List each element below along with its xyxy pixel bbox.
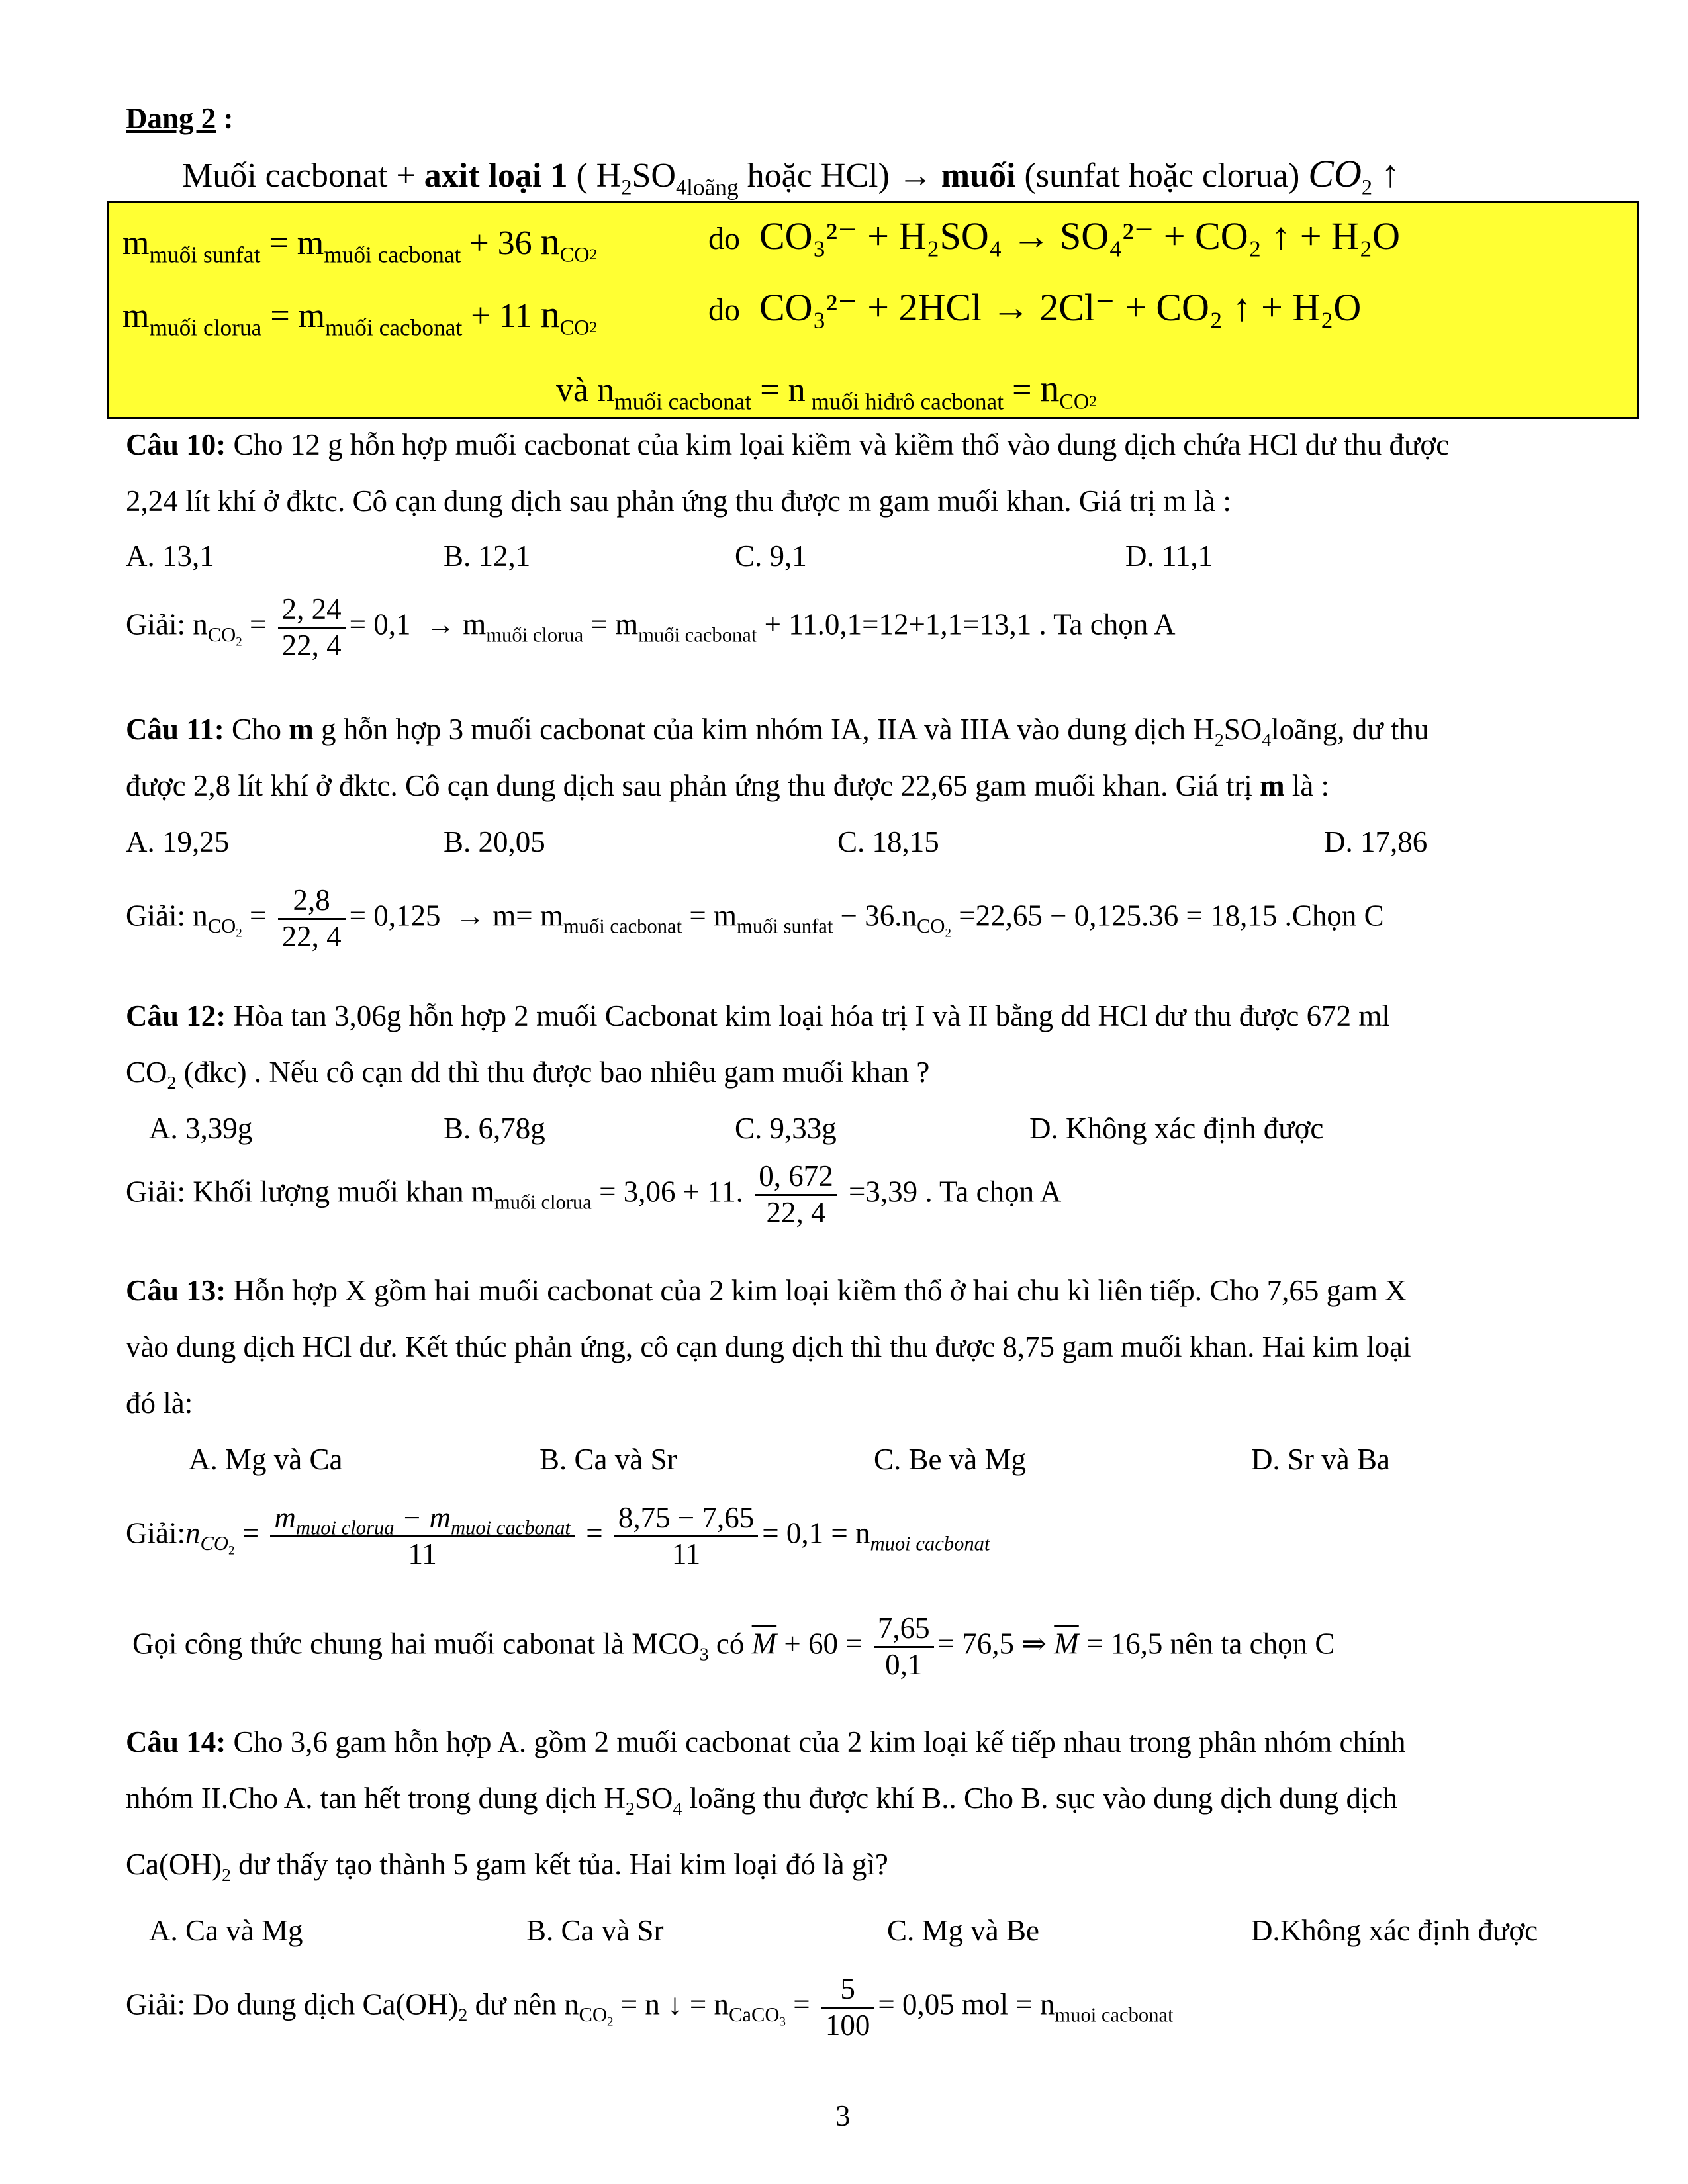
question-11-line2: được 2,8 lít khí ở đktc. Cô cạn dung dịch sau phản ứng thu được 22,65 gam muối khan. Giá trị m là :	[126, 769, 1330, 802]
formula-sunfat: $m_{muối sunfat} = m_{muối cacbonat} + 36$ $n_{CO2}$	[122, 220, 598, 268]
q11-option-d: D. 17,86	[1324, 825, 1428, 858]
q12-option-c: C. 9,33g	[735, 1112, 837, 1145]
question-13-line3: đó là:	[126, 1387, 193, 1420]
question-14-line3: $Ca(OH)_2$ dư thấy tạo thành 5 gam kết tủa. Hai kim loại đó là gì?	[126, 1848, 888, 1886]
page-number: 3	[835, 2099, 851, 2132]
q11-option-a: A. 19,25	[126, 825, 230, 858]
q12-option-b: B. 6,78g	[444, 1112, 545, 1145]
q10-option-a: A. 13,1	[126, 539, 214, 572]
q13-solution-line2: Gọi công thức chung hai muối cabonat là $MCO_3$ có $\overline{M} + 60$ = $\frac{7,65}{0,1}$ = 76,5 ⇒ $\overline{M} = 16,5$ nên ta chọn C	[132, 1612, 1335, 1681]
question-13-line1: Câu 13: Hỗn hợp X gồm hai muối cacbonat của 2 kim loại kiềm thổ ở hai chu kì liên tiếp. Cho 7,65 gam X	[126, 1274, 1407, 1307]
q12-option-a: A. 3,39g	[149, 1112, 253, 1145]
question-12-line2: $CO_2$ (đkc) . Nếu cô cạn dd thì thu được bao nhiêu gam muối khan ?	[126, 1056, 930, 1093]
q10-option-b: B. 12,1	[444, 539, 531, 572]
q14-option-d: D.Không xác định được	[1251, 1914, 1538, 1947]
fraction: $\frac{m_{muoi clorua} - m_{muoi cacbonat}}{11}$	[270, 1501, 575, 1572]
question-13-line2: vào dung dịch HCl dư. Kết thúc phản ứng, cô cạn dung dịch thì thu được 8,75 gam muối khan. Hai kim loại	[126, 1330, 1411, 1363]
question-11-line1: Câu 11: Cho m g hỗn hợp 3 muối cacbonat của kim nhóm IA, IIA và IIIA vào dung dịch $H_2SO_4loãng$, dư thu	[126, 713, 1429, 751]
fraction: $\frac{0, 672}{22, 4}$	[755, 1160, 837, 1230]
fraction: $\frac{5}{100}$	[821, 1972, 874, 2043]
q12-option-d: D. Không xác định được	[1029, 1112, 1324, 1145]
section-heading: Dang 2 :	[126, 102, 234, 135]
q14-option-b: B. Ca và Sr	[526, 1914, 664, 1947]
question-14-line2: nhóm II.Cho A. tan hết trong dung dịch $H_2SO_4$ loãng thu được khí B.. Cho B. sục vào dung dịch dung dịch	[126, 1782, 1397, 1819]
q11-solution: Giải: $n_{CO_2}$ = $\frac{2,8}{22, 4}$ = $0,125 \to m= m_{muối cacbonat} = m_{muối sunfat} - 36.n_{CO_2} =22,65 - 0,125.36 = 18,15$ .Chọn C	[126, 884, 1384, 953]
question-10-line1: Câu 10: Cho 12 g hỗn hợp muối cacbonat của kim lọai kiềm và kiềm thổ vào dung dịch chứa HCl dư thu được	[126, 428, 1450, 461]
q10-solution: Giải: $n_{CO_2}$ = $\frac{2, 24}{22, 4}$ = $0,1 \to m_{muối clorua} = m_{muối cacbonat} + 11.0,1=12+1,1=13,1$ . Ta chọn A	[126, 592, 1176, 662]
question-10-line2: 2,24 lít khí ở đktc. Cô cạn dung dịch sau phản ứng thu được m gam muối khan. Giá trị m là :	[126, 484, 1231, 518]
q10-option-c: C. 9,1	[735, 539, 807, 572]
q13-option-a: A. Mg và Ca	[189, 1443, 343, 1476]
question-12-line1: Câu 12: Hòa tan 3,06g hỗn hợp 2 muối Cacbonat kim loại hóa trị I và II bằng dd HCl dư thu được 672 ml	[126, 999, 1390, 1032]
q13-option-c: C. Be và Mg	[874, 1443, 1026, 1476]
formula-clorua: $m_{muối clorua} = m_{muối cacbonat} + 11$ $n_{CO2}$	[122, 293, 598, 341]
q14-option-c: C. Mg và Be	[887, 1914, 1039, 1947]
q13-option-b: B. Ca và Sr	[539, 1443, 677, 1476]
fraction: $\frac{2,8}{22, 4}$	[278, 884, 346, 954]
reaction-clorua: do CO₃²⁻ + 2HCl → 2Cl⁻ + CO₂ ↑ + H₂O	[708, 286, 1362, 329]
question-14-line1: Câu 14: Cho 3,6 gam hỗn hợp A. gồm 2 muối cacbonat của 2 kim loại kế tiếp nhau trong phân nhóm chính	[126, 1725, 1406, 1758]
fraction: $\frac{2, 24}{22, 4}$	[278, 592, 346, 663]
q14-option-a: A. Ca và Mg	[149, 1914, 303, 1947]
section-title: Muối cacbonat + axit loại 1 ( $H_2SO_{4loãng}$ hoặc HCl) → muối (sunfat hoặc clorua) $CO_2$ ↑	[182, 152, 1400, 201]
q13-solution: $Giải:n_{CO_2}$ = $\frac{m_{muoi clorua} - m_{muoi cacbonat}}{11}$ = $\frac{8,75 - 7,65}{11}$ = $0,1 = n_{muoi cacbonat}$	[126, 1501, 990, 1570]
reaction-sunfat: do CO₃²⁻ + H₂SO₄ → SO₄²⁻ + CO₂ ↑ + H₂O	[708, 214, 1401, 257]
section-label: Dang 2	[126, 102, 216, 135]
fraction: $\frac{8,75 - 7,65}{11}$	[614, 1501, 758, 1572]
q10-option-d: D. 11,1	[1125, 539, 1213, 572]
q12-solution: Giải: Khối lượng muối khan $m_{muối clorua} = 3,06 + 11$. $\frac{0, 672}{22, 4}$ =3,39 . Ta chọn A	[126, 1160, 1062, 1229]
fraction: $\frac{7,65}{0,1}$	[874, 1612, 934, 1682]
q11-option-b: B. 20,05	[444, 825, 545, 858]
q11-option-c: C. 18,15	[837, 825, 939, 858]
q13-option-d: D. Sr và Ba	[1251, 1443, 1390, 1476]
formula-equivalence: và $n_{muối cacbonat} = n$ $_{muối hiđrô cacbonat} = n_{CO2}$	[556, 367, 1097, 415]
q14-solution: Giải: Do dung dịch $Ca(OH)_2$ dư nên $n_{CO_2} = n$ ↓ = $n_{CaCO_3}$ = $\frac{5}{100}$ = 0,05 mol = $n_{muoi cacbonat}$	[126, 1972, 1174, 2042]
